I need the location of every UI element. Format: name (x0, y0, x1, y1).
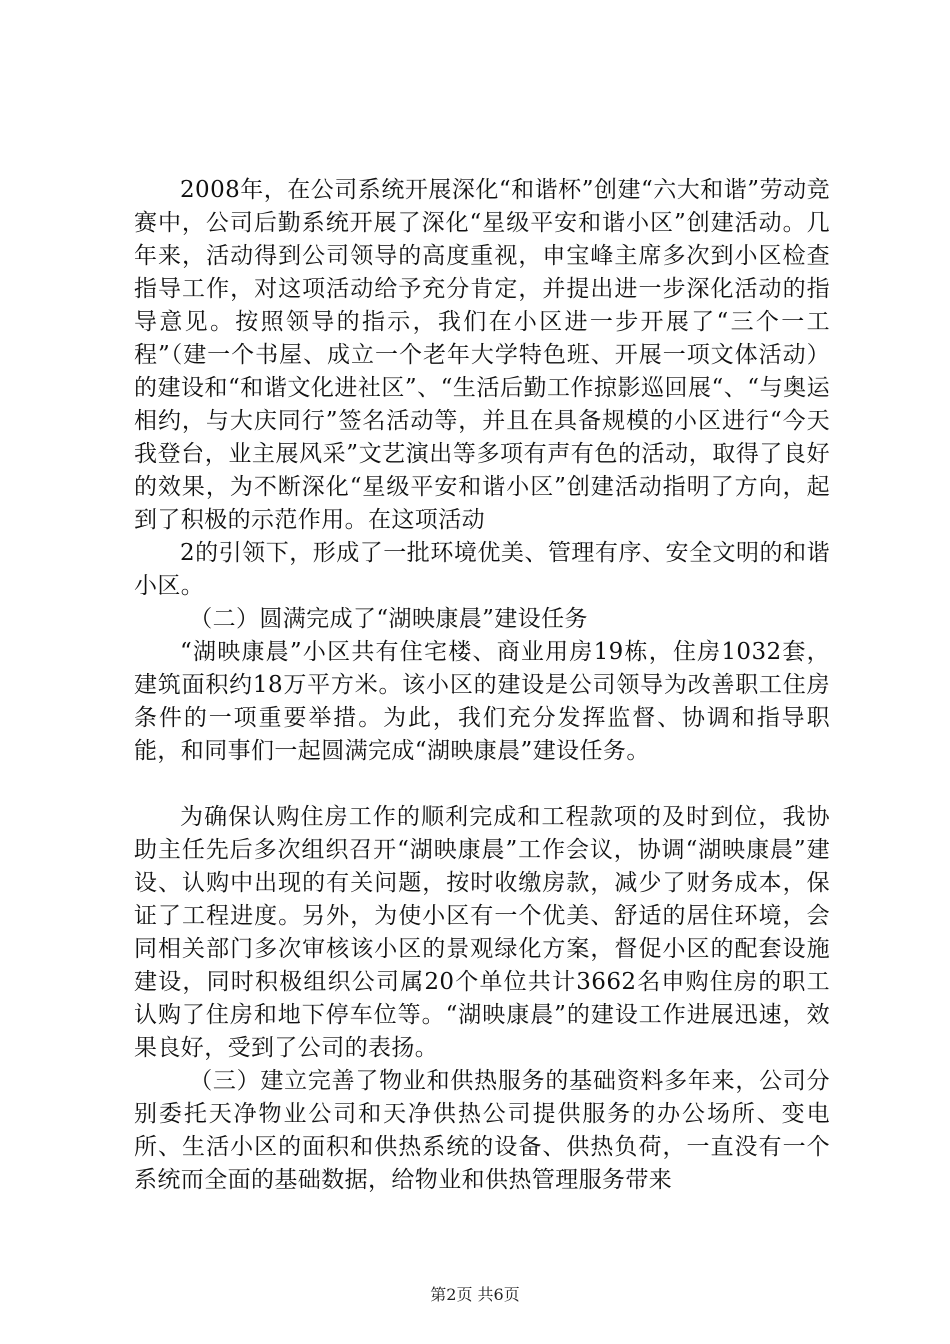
section-heading-2: （二）圆满完成了“湖映康晨”建设任务 (189, 606, 588, 632)
document-body (134, 174, 830, 1197)
paragraph-huying-overview: “湖映康晨”小区共有住宅楼、商业用房19栋，住房1032套，建筑面积约18万平方米。该小区的建设是公司领导为改善职工住房条件的一项重要举措。为此，我们充分发挥监督、协调和指导职能，和同事们一起圆满完成“湖映康晨”建设任务。 (134, 639, 830, 764)
paragraph-huying-purchase: 为确保认购住房工作的顺利完成和工程款项的及时到位，我协助主任先后多次组织召开“湖映康晨”工作会议，协调“湖映康晨”建设、认购中出现的有关问题，按时收缴房款，减少了财务成本，保证了工程进度。另外，为使小区有一个优美、舒适的居住环境，会同相关部门多次审核该小区的景观绿化方案，督促小区的配套设施建设，同时积极组织公司属20个单位共计3662名申购住房的职工认购了住房和地下停车位等。“湖映康晨”的建设工作进展迅速，效果良好，受到了公司的表扬。 (134, 804, 830, 1061)
paragraph-harmony-result: 2的引领下，形成了一批环境优美、管理有序、安全文明的和谐小区。 (134, 540, 830, 599)
paragraph-property-heating: （三）建立完善了物业和供热服务的基础资料多年来，公司分别委托天净物业公司和天净供热公司提供服务的办公场所、变电所、生活小区的面积和供热系统的设备、供热负荷，一直没有一个系统而全面的基础数据，给物业和供热管理服务带来 (134, 1068, 830, 1193)
page-footer: 第2页 共6页 (430, 1285, 520, 1304)
paragraph-harmony-campaign: 2008年，在公司系统开展深化“和谐杯”创建“六大和谐”劳动竞赛中，公司后勤系统开展了深化“星级平安和谐小区”创建活动。几年来，活动得到公司领导的高度重视，申宝峰主席多次到小区检查指导工作，对这项活动给予充分肯定，并提出进一步深化活动的指导意见。按照领导的指示，我们在小区进一步开展了“三个一工程”（建一个书屋、成立一个老年大学特色班、开展一项文体活动）的建设和“和谐文化进社区”、“生活后勤工作掠影巡回展“、“与奥运相约，与大庆同行”签名活动等，并且在具备规模的小区进行“今天我登台，业主展风采”文艺演出等多项有声有色的活动，取得了良好的效果，为不断深化“星级平安和谐小区”创建活动指明了方向，起到了积极的示范作用。在这项活动 (134, 177, 830, 533)
